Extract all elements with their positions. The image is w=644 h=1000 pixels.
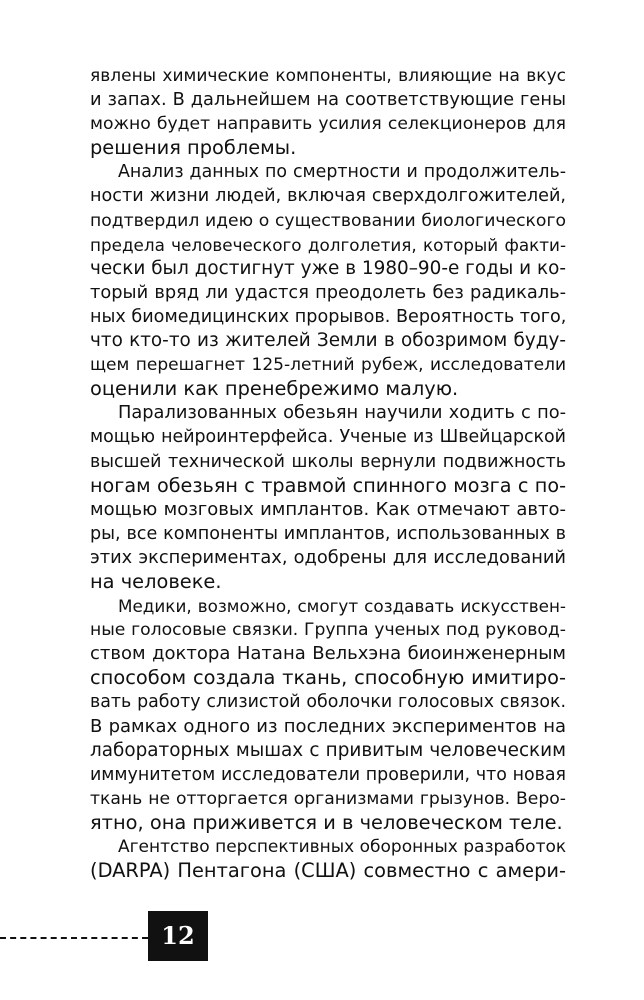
page-number: 12 xyxy=(148,911,208,961)
text-line: предела человеческого долголетия, который факти- xyxy=(90,234,566,255)
text-line: В рамках одного из последних экспериментов на xyxy=(90,715,566,737)
text-line: ные голосовые связки. Группа ученых под руковод- xyxy=(90,620,566,641)
text-line: ткань не отторгается организмами грызунов. Веро- xyxy=(90,788,566,809)
text-line: ством доктора Натана Вельхэна биоинженерным xyxy=(90,643,566,665)
text-line: можно будет направить усилия селекционеров для xyxy=(90,114,566,135)
text-line: чески был достигнут уже в 1980–90-е годы и ко- xyxy=(90,257,566,279)
text-line: ятно, она приживется и в человеческом теле. xyxy=(90,810,563,834)
text-line: (DARPA) Пентагона (США) совместно с амери- xyxy=(90,859,566,883)
text-line: торый вряд ли удастся преодолеть без радикаль- xyxy=(90,281,566,303)
page-text xyxy=(90,64,566,883)
text-line: что кто-то из жителей Земли в обозримом буду- xyxy=(90,330,566,352)
text-line: мощью мозговых имплантов. Как отмечают авто- xyxy=(90,498,566,520)
text-line: решения проблемы. xyxy=(90,136,297,160)
text-line: способом создала ткань, способную имитиро- xyxy=(90,666,566,690)
text-line: Медики, возможно, смогут создавать искусствен- xyxy=(118,596,566,617)
text-line: иммунитетом исследователи проверили, что новая xyxy=(90,764,566,785)
text-line: явлены химические компоненты, влияющие на вкус xyxy=(90,66,566,86)
text-line: ности жизни людей, включая сверхдолгожителей, xyxy=(90,186,566,207)
text-line: на человеке. xyxy=(90,569,222,593)
text-line: высшей технической школы вернули подвижность xyxy=(90,451,566,472)
text-line: вать работу слизистой оболочки голосовых связок. xyxy=(90,692,566,713)
text-line: и запах. В дальнейшем на соответствующие гены xyxy=(90,89,566,111)
text-line: ных биомедицинских прорывов. Вероятность того, xyxy=(90,306,567,327)
footer-dashed-rule xyxy=(0,937,148,939)
text-line: Парализованных обезьян научили ходить с по- xyxy=(118,402,566,424)
text-line: Анализ данных по смертности и продолжитель- xyxy=(118,162,566,183)
text-lines xyxy=(90,64,566,883)
text-line: ногам обезьян с травмой спинного мозга с по- xyxy=(90,473,566,497)
text-line: мощью нейроинтерфейса. Ученые из Швейцарской xyxy=(90,427,566,448)
text-line: оценили как пренебрежимо малую. xyxy=(90,377,459,401)
text-line: лабораторных мышах с привитым человеческим xyxy=(90,739,566,761)
text-line: ры, все компоненты имплантов, использованных в xyxy=(90,523,566,544)
text-line: Агентство перспективных оборонных разработок xyxy=(118,837,567,857)
text-line: подтвердил идею о существовании биологического xyxy=(90,210,566,231)
text-line: этих экспериментах, одобрены для исследований xyxy=(90,546,566,568)
text-line: щем перешагнет 125-летний рубеж, исследователи xyxy=(90,355,566,376)
